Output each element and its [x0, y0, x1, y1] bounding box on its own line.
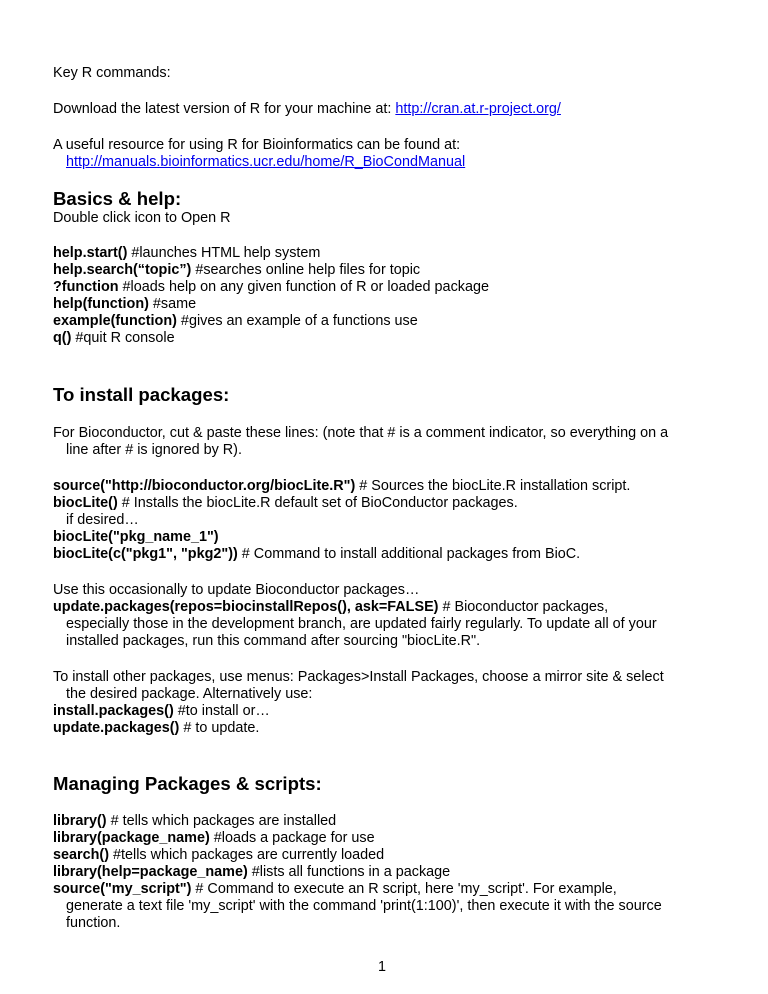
command-code: source("http://bioconductor.org/biocLite.R") [53, 478, 356, 494]
command-line [53, 881, 617, 898]
download-text: Download the latest version of R for your machine at: [53, 101, 396, 117]
update-desc-cont: especially those in the development branch, are updated fairly regularly. To update all of your [66, 616, 657, 632]
command-line [53, 245, 320, 262]
command-line [53, 703, 270, 720]
update-desc-cont: installed packages, run this command after sourcing "biocLite.R". [66, 633, 481, 649]
command-line [53, 864, 450, 881]
command-comment: #same [148, 296, 197, 312]
if-desired-text: if desired… [66, 512, 139, 528]
command-line [53, 495, 518, 512]
bioc-intro-cont: line after # is ignored by R). [66, 442, 242, 458]
command-code: biocLite() [53, 495, 118, 511]
command-code: help(function) [53, 296, 149, 312]
command-code: biocLite("pkg_name_1") [53, 529, 219, 545]
command-comment: # tells which packages are installed [106, 813, 337, 829]
other-install-cont: the desired package. Alternatively use: [66, 686, 313, 702]
command-code: search() [53, 847, 109, 863]
command-comment: #launches HTML help system [127, 245, 321, 261]
command-comment: #lists all functions in a package [247, 864, 451, 880]
command-code: ?function [53, 279, 119, 295]
basics-title: Basics & help: [53, 188, 182, 209]
command-comment: # Bioconductor packages, [438, 599, 609, 615]
command-comment: # Command to install additional packages from BioC. [237, 546, 581, 562]
resource-line [66, 154, 465, 171]
command-line [53, 279, 489, 296]
command-line [53, 262, 420, 279]
command-code: library() [53, 813, 107, 829]
command-comment: #loads help on any given function of R or loaded package [118, 279, 489, 295]
command-comment: #quit R console [71, 330, 175, 346]
command-line [53, 330, 175, 347]
script-desc-cont: generate a text file 'my_script' with the command 'print(1:100)', then execute it with the source [66, 898, 662, 914]
command-comment: # Installs the biocLite.R default set of BioConductor packages. [117, 495, 518, 511]
command-comment: # Command to execute an R script, here 'my_script'. For example, [191, 881, 617, 897]
command-line [53, 546, 580, 563]
update-intro: Use this occasionally to update Bioconductor packages… [53, 582, 420, 598]
command-code: library(help=package_name) [53, 864, 248, 880]
command-line [53, 813, 336, 830]
intro-heading: Key R commands: [53, 65, 171, 81]
command-code: update.packages() [53, 720, 180, 736]
managing-title: Managing Packages & scripts: [53, 773, 322, 794]
command-comment: # to update. [179, 720, 260, 736]
page-number: 1 [378, 959, 387, 975]
command-code: update.packages(repos=biocinstallRepos(), ask=FALSE) [53, 599, 439, 615]
download-line [53, 101, 561, 118]
command-line [53, 720, 259, 737]
cran-link[interactable]: http://cran.at.r-project.org/ [395, 101, 561, 117]
biocmanual-link[interactable]: http://manuals.bioinformatics.ucr.edu/home/R_BioCondManual [66, 154, 466, 170]
command-comment: #gives an example of a functions use [176, 313, 418, 329]
bioc-intro: For Bioconductor, cut & paste these lines: (note that # is a comment indicator, so everything on a [53, 425, 669, 441]
install-title: To install packages: [53, 384, 230, 405]
command-comment: #to install or… [173, 703, 270, 719]
command-code: help.search(“topic”) [53, 262, 192, 278]
command-line [53, 599, 608, 616]
command-code: q() [53, 330, 72, 346]
open-r-text: Double click icon to Open R [53, 210, 231, 226]
other-install-text: To install other packages, use menus: Packages>Install Packages, choose a mirror site & select [53, 669, 664, 685]
command-comment: #loads a package for use [209, 830, 375, 846]
command-code: biocLite(c("pkg1", "pkg2")) [53, 546, 238, 562]
command-code: source("my_script") [53, 881, 192, 897]
resource-text: A useful resource for using R for Bioinformatics can be found at: [53, 137, 461, 153]
command-code: library(package_name) [53, 830, 210, 846]
command-line [53, 847, 384, 864]
script-desc-cont: function. [66, 915, 121, 931]
command-code: install.packages() [53, 703, 174, 719]
command-code: example(function) [53, 313, 177, 329]
command-comment: #tells which packages are currently loaded [109, 847, 385, 863]
command-comment: # Sources the biocLite.R installation script. [355, 478, 631, 494]
command-line [53, 478, 630, 495]
command-line [53, 830, 375, 847]
command-comment: #searches online help files for topic [191, 262, 421, 278]
command-line [53, 313, 418, 330]
command-line [53, 296, 196, 313]
command-code: help.start() [53, 245, 128, 261]
